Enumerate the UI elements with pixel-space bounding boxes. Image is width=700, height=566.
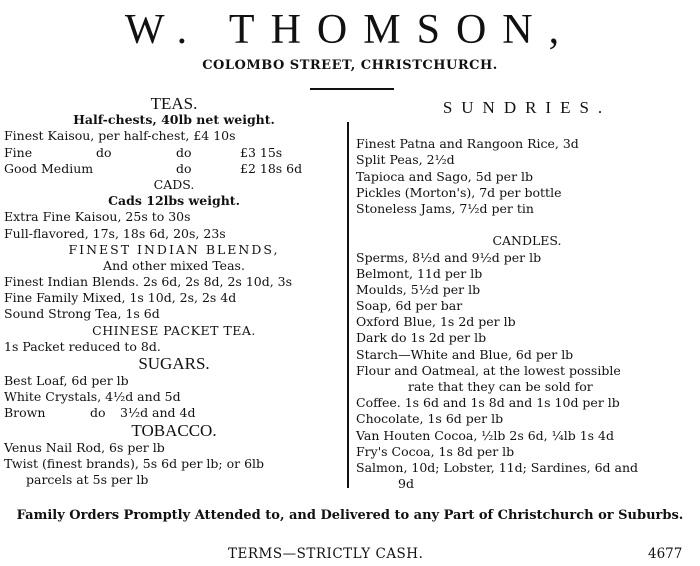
price-line: Van Houten Cocoa, ½lb 2s 6d, ¼lb 1s 4d — [356, 427, 615, 443]
price-line: Finest Kaisou, per half-chest, £4 10s — [4, 128, 236, 144]
family-orders-notice: Family Orders Promptly Attended to, and Delivered to any Part of Christchurch or Suburbs. — [16, 508, 684, 523]
price-line: parcels at 5s per lb — [26, 471, 149, 487]
blends-subheading: And other mixed Teas. — [103, 257, 245, 273]
sugars-heading: SUGARS. — [138, 354, 210, 373]
price-line: Full-flavored, 17s, 18s 6d, 20s, 23s — [4, 225, 226, 241]
blends-heading: FINEST INDIAN BLENDS, — [68, 241, 280, 257]
price-line: Tapioca and Sago, 5d per lb — [356, 168, 534, 184]
price-line: Twist (finest brands), 5s 6d per lb; or 6lb — [4, 455, 265, 471]
tobacco-heading: TOBACCO. — [131, 420, 217, 440]
shop-name-title: W. THOMSON, — [124, 7, 576, 53]
terms-line: TERMS—STRICTLY CASH. — [228, 546, 424, 562]
price-line: Dark do 1s 2d per lb — [356, 330, 487, 346]
price-line: White Crystals, 4½d and 5d — [4, 389, 181, 405]
candles-heading: CANDLES. — [492, 233, 562, 249]
price-line: Best Loaf, 6d per lb — [4, 373, 129, 388]
teas-heading: TEAS. — [150, 94, 198, 113]
price-line: Fine Family Mixed, 1s 10d, 2s, 2s 4d — [4, 290, 237, 306]
price-line: Venus Nail Rod, 6s per lb — [4, 439, 165, 455]
right-column — [356, 96, 698, 492]
shop-address: COLOMBO STREET, CHRISTCHURCH. — [202, 58, 498, 73]
price-line: Starch—White and Blue, 6d per lb — [356, 346, 574, 362]
price-line: Chocolate, 1s 6d per lb — [356, 411, 504, 427]
price-line: Finest Patna and Rangoon Rice, 3d — [356, 136, 579, 152]
price-line: Brown do 3½d and 4d — [4, 405, 196, 421]
price-line: Soap, 6d per bar — [356, 298, 463, 314]
price-line: Stoneless Jams, 7½d per tin — [356, 200, 534, 216]
teas-subheading: Half-chests, 40lb net weight. — [73, 112, 275, 128]
sundries-heading: SUNDRIES. — [442, 98, 612, 117]
price-line: Pickles (Morton's), 7d per bottle — [356, 184, 562, 200]
price-line: Sound Strong Tea, 1s 6d — [4, 306, 160, 322]
price-line: Belmont, 11d per lb — [356, 265, 483, 281]
price-line: Finest Indian Blends. 2s 6d, 2s 8d, 2s 10d, 3s — [4, 274, 293, 290]
cads-subheading: Cads 12lbs weight. — [108, 193, 240, 209]
cads-heading: CADS. — [153, 176, 195, 192]
price-line: Moulds, 5½d per lb — [356, 281, 481, 297]
price-line: Split Peas, 2½d — [356, 152, 455, 168]
price-line: Extra Fine Kaisou, 25s to 30s — [4, 209, 191, 225]
packet-tea-heading: CHINESE PACKET TEA. — [92, 322, 256, 338]
price-line: Sperms, 8½d and 9½d per lb — [356, 249, 542, 265]
header-rule — [310, 88, 394, 90]
price-line: Salmon, 10d; Lobster, 11d; Sardines, 6d and — [356, 459, 639, 475]
price-line: rate that they can be sold for — [408, 379, 593, 394]
price-line: Fine do do £3 15s — [4, 144, 283, 160]
price-line: 1s Packet reduced to 8d. — [4, 338, 161, 354]
price-line: Flour and Oatmeal, at the lowest possible — [356, 362, 621, 378]
price-line: Good Medium do £2 18s 6d — [4, 160, 303, 176]
column-divider — [347, 122, 349, 488]
price-line: 9d — [398, 476, 414, 492]
advert-number: 4677 — [648, 546, 683, 562]
price-line: Fry's Cocoa, 1s 8d per lb — [356, 443, 515, 459]
left-column — [4, 96, 344, 488]
price-line: Oxford Blue, 1s 2d per lb — [356, 314, 516, 330]
price-line: Coffee. 1s 6d and 1s 8d and 1s 10d per lb — [356, 395, 620, 411]
